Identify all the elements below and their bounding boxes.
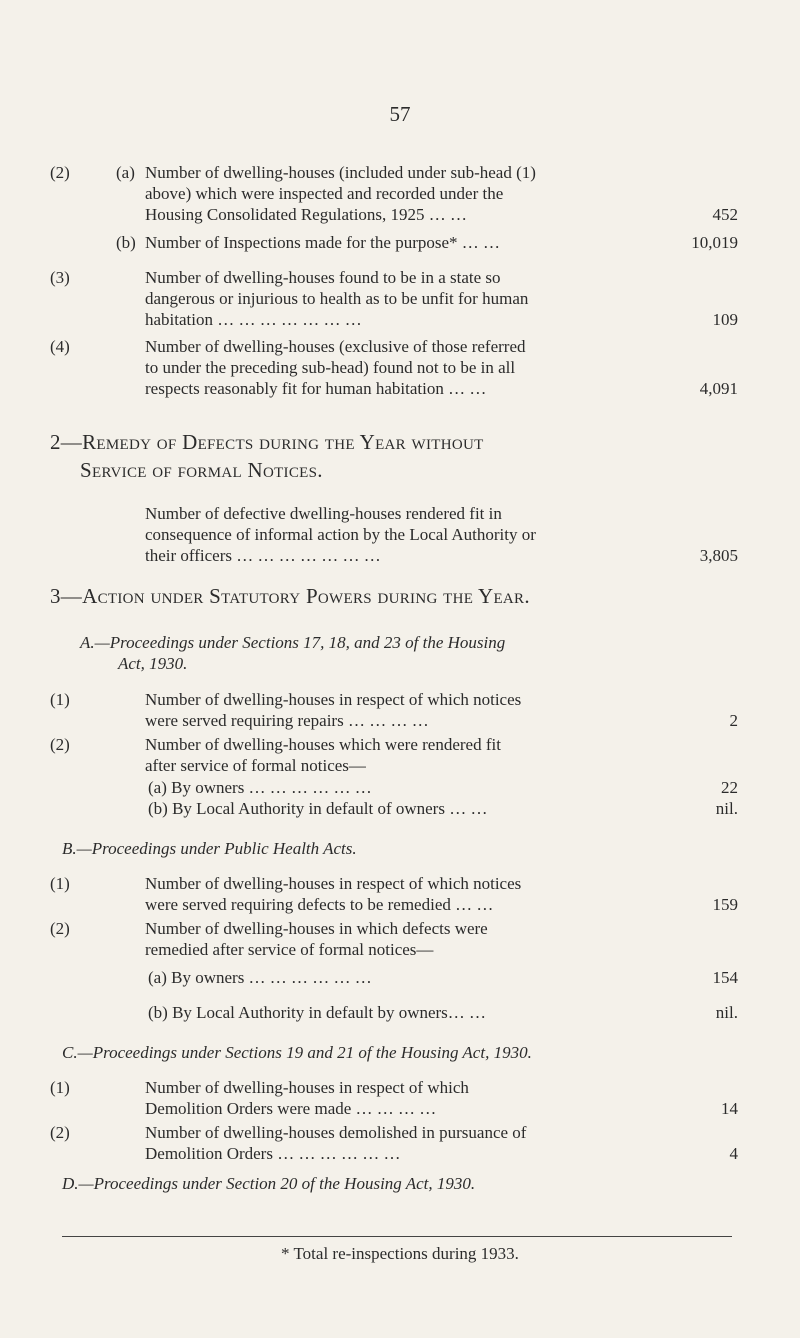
text-line: Number of dwelling-houses (included under sub-head (1) <box>145 163 536 182</box>
subsection-a-title <box>80 632 505 653</box>
subsection-title-text: Act, 1930. <box>118 654 188 673</box>
text-line: remedied after service of formal notices— <box>145 940 434 959</box>
item-text <box>145 1122 665 1164</box>
item-label: (1) <box>50 1078 70 1097</box>
item-label: (2) <box>50 1123 70 1142</box>
item-text <box>145 162 665 225</box>
item-value: 3,805 <box>699 546 738 565</box>
item-text <box>145 503 665 566</box>
subsection-title-text: C.—Proceedings under Sections 19 and 21 of the Housing Act, 1930. <box>62 1043 532 1062</box>
text-line: respects reasonably fit for human habitation … … <box>145 379 487 398</box>
item-value: 109 <box>712 310 738 329</box>
item-label: (1) <box>50 874 70 893</box>
section-2-heading-cont: Service of formal Notices. <box>80 458 323 482</box>
text-line: consequence of informal action by the Local Authority or <box>145 525 536 544</box>
item-sublabel: (a) <box>116 163 135 182</box>
item-label: (2) <box>50 163 70 182</box>
item-text <box>145 1077 665 1119</box>
item-value: 159 <box>712 895 738 914</box>
text-line: Demolition Orders were made … … … … <box>145 1099 437 1118</box>
subsection-d-title <box>62 1173 475 1194</box>
item-text: (b) By Local Authority in default by owners… … <box>148 1003 487 1022</box>
text-line: Number of dwelling-houses in respect of which notices <box>145 874 522 893</box>
text-line: were served requiring repairs … … … … <box>145 711 429 730</box>
text-line: Number of defective dwelling-houses rendered fit in <box>145 504 502 523</box>
item-text <box>145 267 665 330</box>
item-text <box>145 873 665 915</box>
text-line: after service of formal notices— <box>145 756 366 775</box>
item-text <box>145 689 665 731</box>
item-text <box>145 336 665 399</box>
item-value: nil. <box>715 799 738 818</box>
item-value: 14 <box>721 1099 738 1118</box>
text-line: dangerous or injurious to health as to be unfit for human <box>145 289 529 308</box>
text-line: Number of dwelling-houses found to be in a state so <box>145 268 501 287</box>
subsection-title-text: B.—Proceedings under Public Health Acts. <box>62 839 357 858</box>
text-line: Number of dwelling-houses in respect of which <box>145 1078 469 1097</box>
item-label: (4) <box>50 337 70 356</box>
subsection-c-title <box>62 1042 532 1063</box>
page-number: 57 <box>389 102 411 126</box>
text-line: Number of dwelling-houses demolished in pursuance of <box>145 1123 527 1142</box>
footnote-rule <box>62 1236 732 1237</box>
text-line: Number of Inspections made for the purpose* … … <box>145 233 501 252</box>
item-label: (2) <box>50 735 70 754</box>
item-sublabel: (b) <box>116 233 136 252</box>
text-line: Number of dwelling-houses in respect of which notices <box>145 690 522 709</box>
text-line: Number of dwelling-houses which were rendered fit <box>145 735 501 754</box>
subsection-title-text: D.—Proceedings under Section 20 of the Housing Act, 1930. <box>62 1174 476 1193</box>
footnote: * Total re-inspections during 1933. <box>281 1244 519 1263</box>
subsection-title-text: A.—Proceedings under Sections 17, 18, and 23 of the Housing <box>80 633 506 652</box>
item-value: 4 <box>729 1144 738 1163</box>
item-label: (3) <box>50 268 70 287</box>
item-text: (a) By owners … … … … … … <box>148 968 372 987</box>
text-line: Number of dwelling-houses (exclusive of those referred <box>145 337 526 356</box>
item-value: 154 <box>712 968 738 987</box>
text-line: habitation … … … … … … … <box>145 310 362 329</box>
item-value: 2 <box>729 711 738 730</box>
item-value: nil. <box>715 1003 738 1022</box>
item-label: (2) <box>50 919 70 938</box>
item-text <box>145 918 665 960</box>
item-text: (a) By owners … … … … … … <box>148 778 372 797</box>
text-line: Demolition Orders … … … … … … <box>145 1144 401 1163</box>
item-text <box>145 232 665 253</box>
text-line: Number of dwelling-houses in which defects were <box>145 919 488 938</box>
text-line: were served requiring defects to be remedied … … <box>145 895 494 914</box>
item-value: 22 <box>721 778 738 797</box>
text-line: their officers … … … … … … … <box>145 546 381 565</box>
subsection-b-title <box>62 838 357 859</box>
item-value: 452 <box>712 205 738 224</box>
section-2-heading: 2—Remedy of Defects during the Year without <box>50 430 484 454</box>
subsection-a-title-cont <box>118 653 187 674</box>
text-line: to under the preceding sub-head) found not to be in all <box>145 358 516 377</box>
text-line: Housing Consolidated Regulations, 1925 … … <box>145 205 468 224</box>
section-3-heading: 3—Action under Statutory Powers during the Year. <box>50 584 530 608</box>
item-text <box>145 734 665 776</box>
item-value: 4,091 <box>699 379 738 398</box>
item-label: (1) <box>50 690 70 709</box>
item-value: 10,019 <box>691 233 738 252</box>
item-text: (b) By Local Authority in default of owners … … <box>148 799 488 818</box>
text-line: above) which were inspected and recorded under the <box>145 184 504 203</box>
